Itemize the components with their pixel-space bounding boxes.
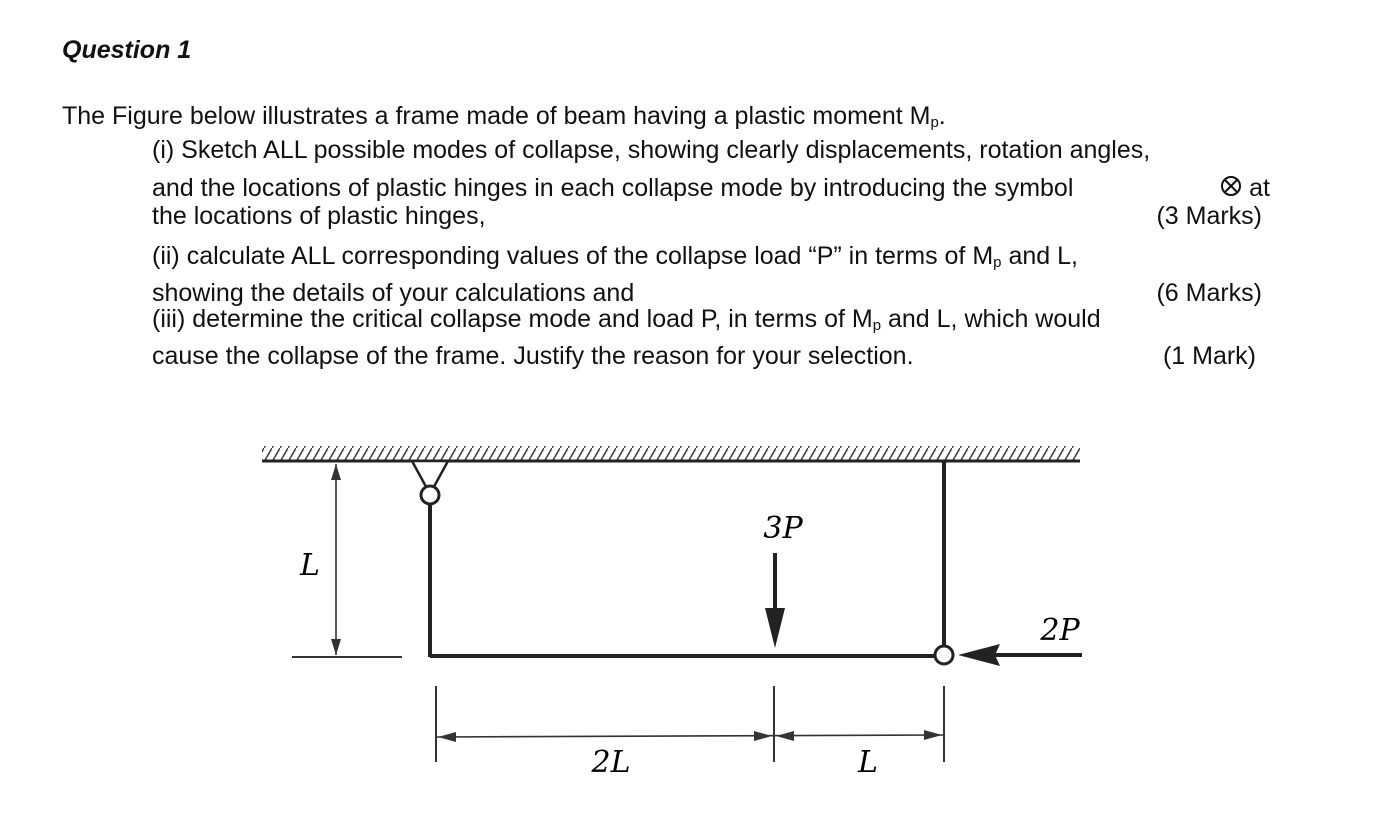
question-heading: Question 1 [62, 36, 192, 64]
part-iii-line1: (iii) determine the critical collapse mode and load P, in terms of $M_p$ and L, which would [152, 305, 1101, 334]
part-i-line1: (i) Sketch ALL possible modes of collapse, showing clearly displacements, rotation angles, [152, 136, 1151, 164]
part-i-marks: (3 Marks) [1156, 202, 1262, 230]
intro-text: The Figure below illustrates a frame made of beam having a plastic moment $M_p$. [62, 102, 946, 131]
part-ii-marks: (6 Marks) [1156, 279, 1262, 307]
height-label: L [300, 548, 320, 583]
part-iii-marks: (1 Mark) [1162, 342, 1256, 370]
span-right-label: L [858, 745, 878, 780]
part-ii-line2: showing the details of your calculations and (6 Marks) [152, 279, 1262, 307]
ceiling-hatch [262, 446, 1080, 461]
vertical-load-label: 3P [763, 511, 803, 546]
part-ii-line1: (ii) calculate ALL corresponding values of the collapse load “P” in terms of $M_p$ and L, [152, 242, 1078, 271]
span-left-label: 2L [591, 745, 631, 780]
pin-support-icon [412, 461, 448, 504]
vertical-load-arrow [765, 553, 785, 648]
corner-hinge-icon [935, 646, 953, 664]
part-i-line2: and the locations of plastic hinges in each collapse mode by introducing the symbol at [152, 174, 1270, 202]
horizontal-load-label: 2P [1040, 613, 1080, 648]
part-i-line3: the locations of plastic hinges, (3 Marks) [152, 202, 1262, 230]
part-iii-line2: cause the collapse of the frame. Justify the reason for your selection. (1 Mark) [152, 342, 1256, 370]
